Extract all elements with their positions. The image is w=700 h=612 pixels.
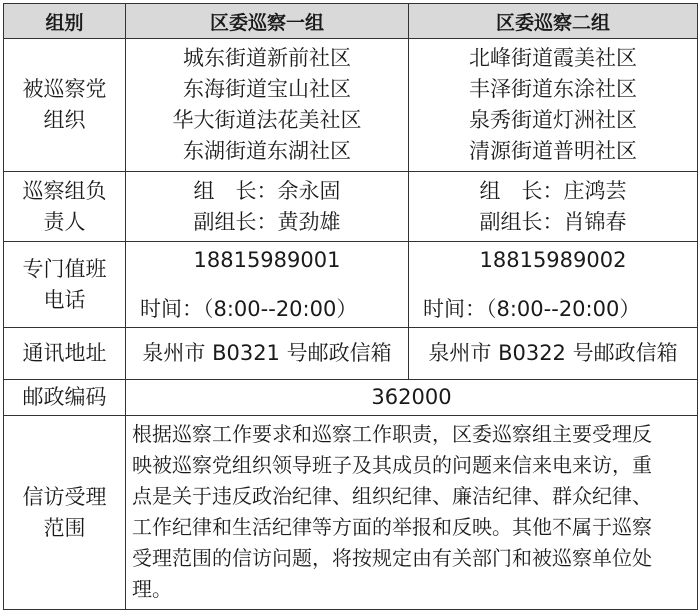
phone-label-text: 专门值班电话 bbox=[22, 256, 107, 312]
inspected-label bbox=[4, 39, 126, 172]
team2-phone bbox=[409, 242, 698, 328]
address-label: 通讯地址 bbox=[4, 328, 126, 380]
team1-phone-number[interactable]: 18815989001 bbox=[193, 247, 341, 272]
team2-address: 泉州市 B0322 号邮政信箱 bbox=[409, 328, 698, 380]
team1-address: 泉州市 B0321 号邮政信箱 bbox=[126, 328, 409, 380]
team2-community: 丰泽街道东涂社区 bbox=[469, 77, 637, 101]
phone-label bbox=[4, 242, 126, 328]
team2-deputy: 副组长：肖锦春 bbox=[479, 209, 627, 234]
scope-line: 理。 bbox=[132, 577, 172, 601]
header-row bbox=[4, 4, 698, 39]
leaders-label bbox=[4, 172, 126, 242]
scope-line: 点是关于违反政治纪律、组织纪律、廉洁纪律、群众纪律、 bbox=[132, 484, 652, 508]
team2-phone-hours: 时间：（8:00--20:00） bbox=[423, 296, 641, 321]
postcode-row bbox=[4, 380, 698, 416]
leaders-row bbox=[4, 172, 698, 242]
scope-line: 工作纪律和生活纪律等方面的举报和反映。其他不属于巡察 bbox=[132, 515, 652, 539]
address-row bbox=[4, 328, 698, 380]
team1-community: 东海街道宝山社区 bbox=[183, 77, 351, 101]
team1-phone bbox=[126, 242, 409, 328]
team2-community: 泉秀街道灯洲社区 bbox=[469, 108, 637, 132]
scope-label-text: 信访受理范围 bbox=[22, 484, 107, 540]
scope-row bbox=[4, 416, 698, 610]
scope-text bbox=[126, 416, 698, 610]
scope-line: 根据巡察工作要求和巡察工作职责，区委巡察组主要受理反 bbox=[132, 422, 652, 446]
team2-leader: 组 长：庄鸿芸 bbox=[479, 178, 627, 203]
postcode-value: 362000 bbox=[126, 380, 698, 416]
postcode-label: 邮政编码 bbox=[4, 380, 126, 416]
team1-community: 东湖街道东湖社区 bbox=[183, 139, 351, 163]
inspection-info-table bbox=[3, 3, 698, 610]
team1-leader: 组 长：余永固 bbox=[193, 178, 341, 203]
team1-phone-hours: 时间：（8:00--20:00） bbox=[140, 296, 358, 321]
team2-inspected-list bbox=[409, 39, 698, 172]
team2-community: 北峰街道霞美社区 bbox=[469, 46, 637, 70]
team1-inspected-list bbox=[126, 39, 409, 172]
header-team2: 区委巡察二组 bbox=[409, 4, 698, 39]
phone-row bbox=[4, 242, 698, 328]
team2-community: 清源街道普明社区 bbox=[469, 139, 637, 163]
inspected-row bbox=[4, 39, 698, 172]
scope-label bbox=[4, 416, 126, 610]
team1-community: 华大街道法花美社区 bbox=[172, 108, 362, 132]
header-team1: 区委巡察一组 bbox=[126, 4, 409, 39]
leaders-label-text: 巡察组负责人 bbox=[22, 178, 107, 234]
team1-community: 城东街道新前社区 bbox=[183, 46, 351, 70]
team2-phone-number[interactable]: 18815989002 bbox=[479, 247, 627, 272]
header-group: 组别 bbox=[4, 4, 126, 39]
scope-line: 受理范围的信访问题，将按规定由有关部门和被巡察单位处 bbox=[132, 546, 652, 570]
team2-leaders bbox=[409, 172, 698, 242]
team1-leaders bbox=[126, 172, 409, 242]
inspected-label-text: 被巡察党组织 bbox=[22, 77, 107, 132]
team1-deputy: 副组长：黄劲雄 bbox=[193, 209, 341, 234]
scope-line: 映被巡察党组织领导班子及其成员的问题来信来电来访，重 bbox=[132, 453, 652, 477]
